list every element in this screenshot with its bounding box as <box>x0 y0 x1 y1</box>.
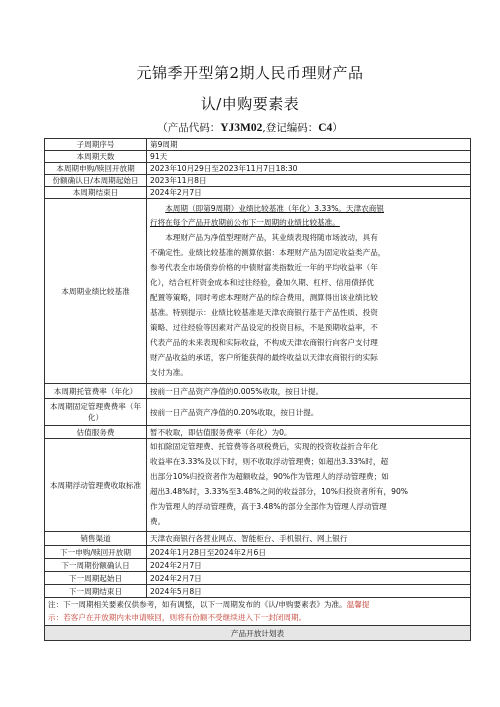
fixed-fee-row <box>45 399 471 426</box>
row-label: 下一周期份额确认日 <box>45 559 147 572</box>
table-row <box>45 187 471 199</box>
floating-fee-row <box>45 439 471 532</box>
channel-row <box>45 532 471 546</box>
row-value: 2024年2月7日 <box>147 572 471 585</box>
table-row <box>45 139 471 151</box>
custody-row <box>45 384 471 399</box>
table-row <box>45 585 471 598</box>
row-label: 下一申购/赎回开放期 <box>45 546 147 559</box>
document-subtitle: 认/申购要素表 <box>200 95 300 113</box>
channel-label: 销售渠道 <box>45 532 147 546</box>
benchmark-text: 本周期（即第9周期）业绩比较基准（年化）3.33%。天津农商银 行将在每个产品开放期前公布下一周期的业绩比较基准。 本理财产品为净值型理财产品，其业绩表现将随市场波动，具有 不确定性。业绩比较基准的测算依据：本理财产品为固定收益类产品， 参考代表全市场债券价格的中债财富类指数近一年的平均收益率（年 化），结合杠杆资金成本和过往经验，叠加久期、杠杆、信用债择优 配置等策略，同时考虑本理财产品的综合费用，测算得出该业绩比较 基准。特别提示：业绩比较基准是天津农商银行基于产品性质、投资 策略、过往经验等因素对产品设定的投资目标，不是预期收益率，不 代表产品的未来表现和实际收益，不构成天津农商银行向客户支付理 财产品收益的承诺，客户所能获得的最终收益以天津农商银行的实际 支付为准。 <box>147 199 471 384</box>
document-title: 元锦季开型第2期人民币理财产品 <box>136 64 364 82</box>
valuation-value: 暂不收取，即估值服务费率（年化）为0。 <box>147 426 471 439</box>
fixed-fee-value: 按前一日产品资产净值的0.20%收取，按日计提。 <box>147 399 471 426</box>
row-label: 本周期天数 <box>45 151 147 163</box>
subscription-elements-table <box>44 138 471 641</box>
table-row <box>45 572 471 585</box>
benchmark-row <box>45 199 471 384</box>
row-value: 2024年5月8日 <box>147 585 471 598</box>
row-value: 91天 <box>147 151 471 163</box>
row-value: 2024年2月7日 <box>147 187 471 199</box>
custody-label: 本周期托管费率（年化） <box>45 384 147 399</box>
row-value: 第9周期 <box>147 139 471 151</box>
floating-fee-label: 本周期浮动管理费收取标准 <box>45 439 147 532</box>
table-row <box>45 559 471 572</box>
valuation-row <box>45 426 471 439</box>
registration-code: C4 <box>318 122 333 134</box>
row-label: 份额确认日/本周期起始日 <box>45 175 147 187</box>
code-prefix: （产品代码： <box>157 122 221 134</box>
row-value: 2024年2月7日 <box>147 559 471 572</box>
row-value: 2023年10月29日至2023年11月7日18:30 <box>147 163 471 175</box>
benchmark-label: 本周期业绩比较基准 <box>45 199 147 384</box>
row-label: 本周期申购/赎回开放期 <box>45 163 147 175</box>
floating-fee-text: 如扣除固定管理费、托管费等各项税费后，实现的投资收益折合年化 收益率在3.33%及以下时，则不收取浮动管理费；如超出3.33%时，超 出部分10%归投资者作为超额收益，90%作为管理人的浮动管理费；如 超出3.48%时，3.33%至3.48%之间的收益部分，10%归投资者所有，90% 作为管理人的浮动管理费，高于3.48%的部分全部作为管理人浮动管理 费。 <box>147 439 471 532</box>
table-row <box>45 163 471 175</box>
note-text: 注：下一周期相关要素仅供参考，如有调整，以下一周期发布的《认/申购要素表》为准。温馨提 示：若客户在开放期内未申请赎回，则将有份额不受继续进入下一封闭周期。 <box>45 598 471 626</box>
open-plan-heading: 产品开放计划表 <box>45 626 471 641</box>
product-code: YJ3M02 <box>220 122 263 134</box>
code-suffix: ） <box>332 122 343 134</box>
product-code-line <box>0 120 500 135</box>
row-label: 下一周期起始日 <box>45 572 147 585</box>
table-row <box>45 151 471 163</box>
fixed-fee-label: 本周期固定管理费费率（年化） <box>45 399 147 426</box>
valuation-label: 估值服务费 <box>45 426 147 439</box>
row-label: 本周期结束日 <box>45 187 147 199</box>
row-value: 2024年1月28日至2024年2月6日 <box>147 546 471 559</box>
table-row <box>45 546 471 559</box>
table-row <box>45 175 471 187</box>
code-mid: ,登记编码： <box>262 122 319 134</box>
row-value: 2023年11月8日 <box>147 175 471 187</box>
footer-row <box>45 626 471 641</box>
row-label: 下一周期结束日 <box>45 585 147 598</box>
note-row <box>45 598 471 626</box>
channel-value: 天津农商银行各营业网点、智能柜台、手机银行、网上银行 <box>147 532 471 546</box>
custody-value: 按前一日产品资产净值的0.005%收取，按日计提。 <box>147 384 471 399</box>
row-label: 子周期序号 <box>45 139 147 151</box>
